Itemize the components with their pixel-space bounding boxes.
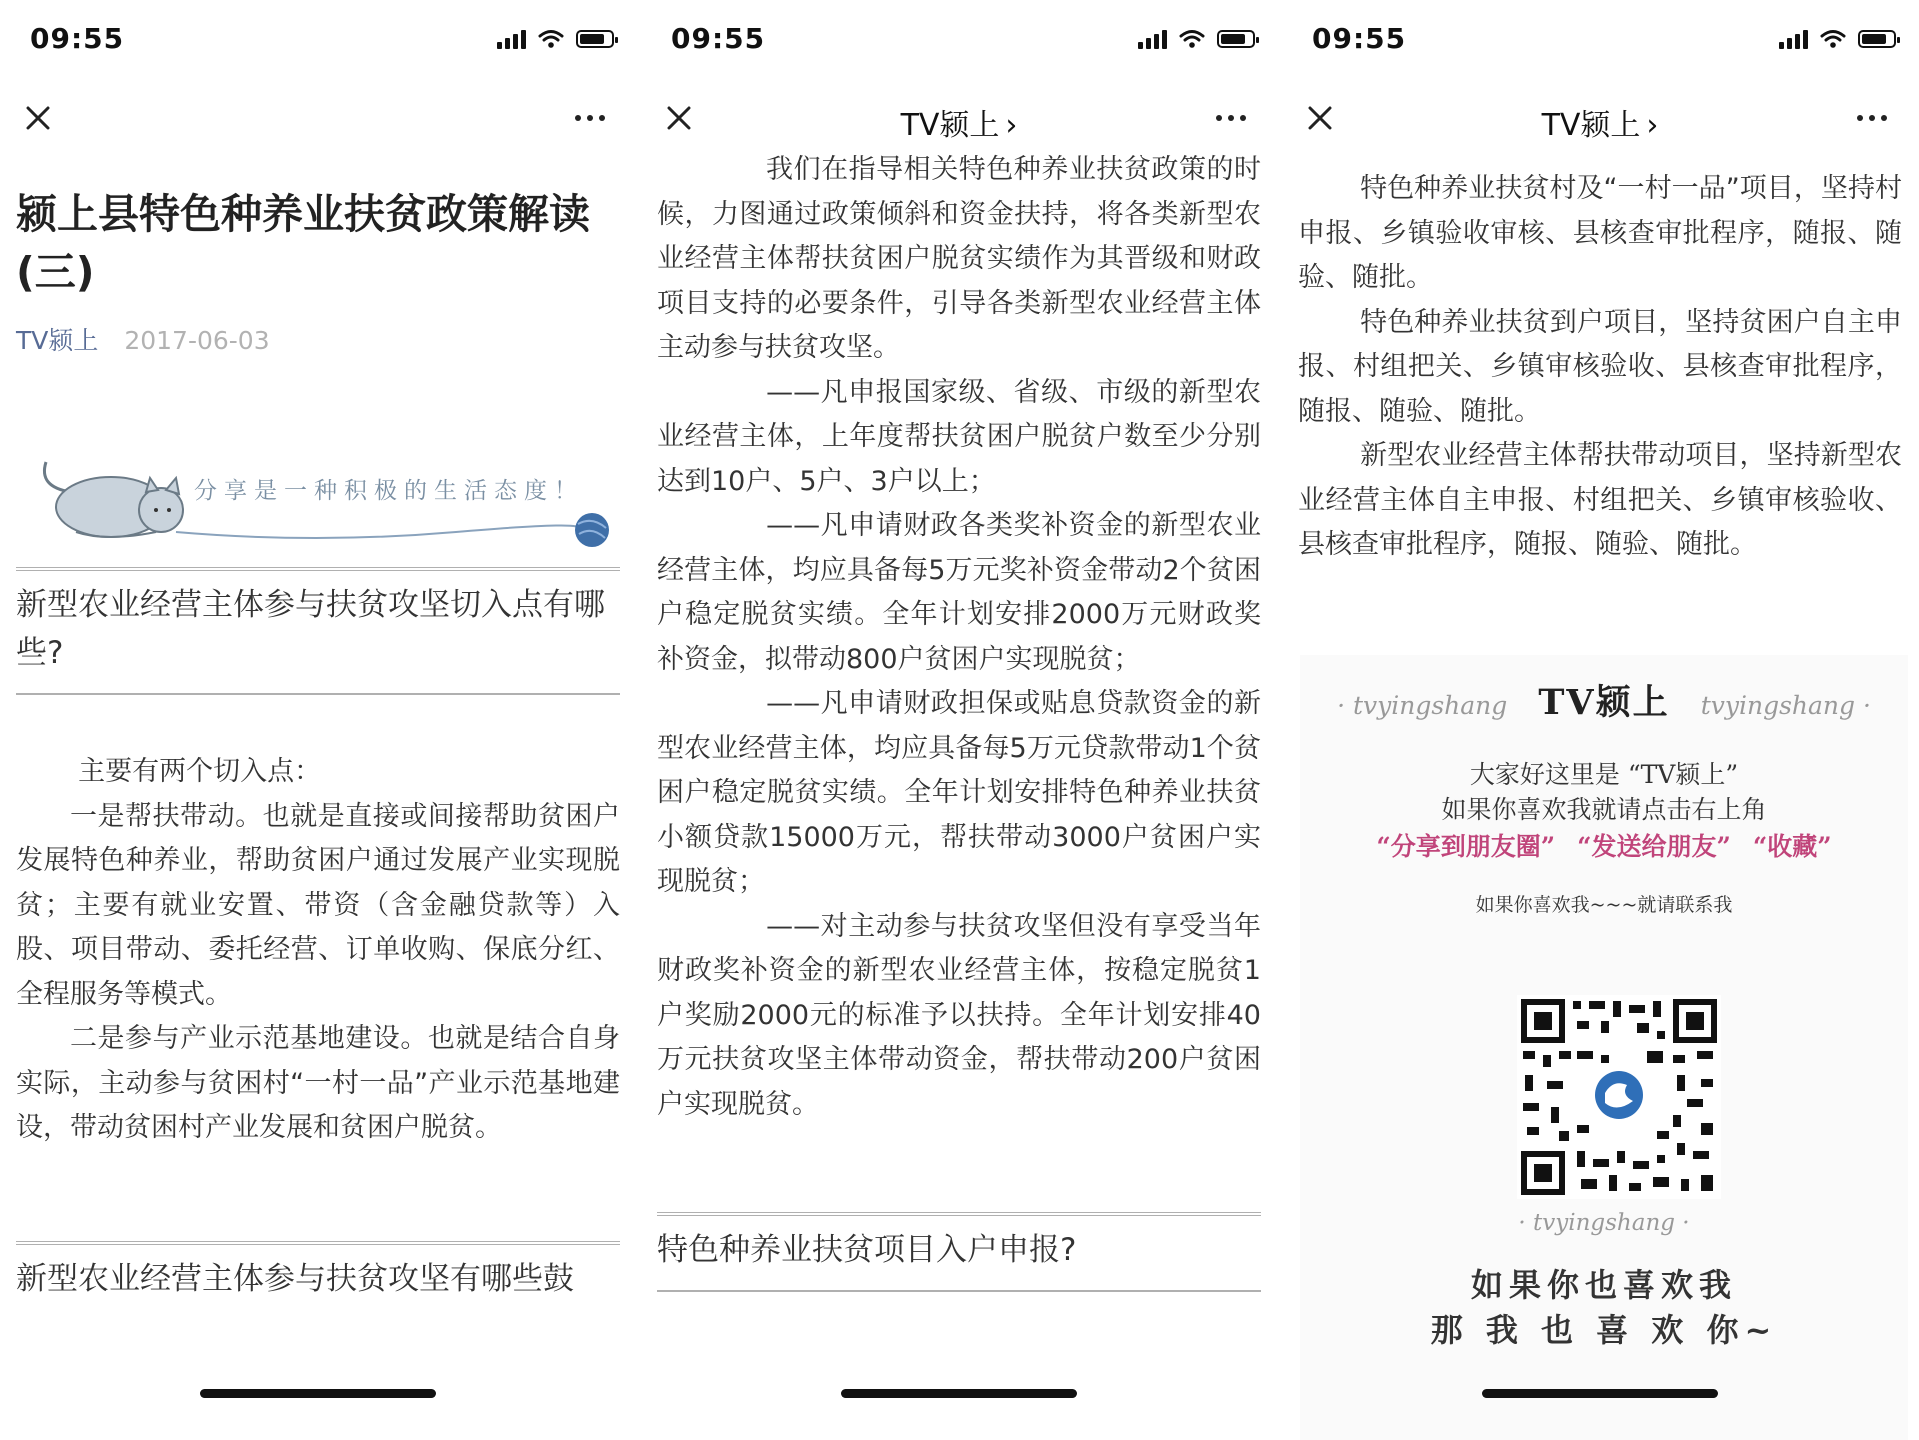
paragraph: 新型农业经营主体帮扶带动项目，坚持新型农业经营主体自主申报、村组把关、乡镇审核验收、县核查审批程序，随报、随验、随批。 [1298, 440, 1902, 560]
article-body [1298, 167, 1902, 568]
signal-icon [1138, 29, 1167, 49]
account-title-link[interactable] [641, 100, 1277, 144]
paragraph: ——对主动参与扶贫攻坚但没有享受当年财政奖补资金的新型农业经营主体，按稳定脱贫1户奖励2000元的标准予以扶持。全年计划安排40万元扶贫攻坚主体带动资金，帮扶带动200户贫困户实现脱贫。 [657, 910, 1261, 1120]
chevron-right-icon: › [1646, 108, 1659, 143]
status-bar [641, 0, 1277, 80]
follow-promo-card [1300, 655, 1908, 1440]
home-indicator [200, 1389, 436, 1398]
qr-code [1517, 995, 1721, 1199]
signal-icon [497, 29, 526, 49]
article-body [657, 148, 1261, 1127]
share-moments-label: “分享到朋友圈” [1376, 832, 1556, 861]
home-indicator [841, 1389, 1077, 1398]
paragraph: 我们在指导相关特色种养业扶贫政策的时候，力图通过政策倾斜和资金扶持，将各类新型农业经营主体帮扶贫困户脱贫实绩作为其晋级和财政项目支持的必要条件，引导各类新型农业经营主体主动参与扶贫攻坚。 [657, 154, 1261, 363]
paragraph: ——凡申请财政担保或贴息贷款资金的新型农业经营主体，均应具备每5万元贷款带动1个贫困户稳定脱贫实绩。全年计划安排特色种养业扶贫小额贷款15000万元，帮扶带动3000户贫困户实现脱贫； [657, 688, 1261, 897]
battery-icon [576, 30, 614, 48]
promo-title: TV颍上 [1538, 682, 1670, 723]
promo-line: 如果你喜欢我~~~就请联系我 [1475, 894, 1733, 916]
article-meta [16, 321, 620, 357]
close-icon [16, 96, 60, 140]
article-panel-3 [1282, 0, 1918, 1440]
status-time: 09:55 [30, 22, 125, 55]
wifi-icon [1179, 29, 1205, 49]
wifi-icon [538, 29, 564, 49]
promo-line: 如果你喜欢我就请点击右上角 [1441, 795, 1767, 824]
paragraph: 特色种养业扶贫到户项目，坚持贫困户自主申报、村组把关、乡镇审核验收、县核查审批程序，随报、随验、随批。 [1298, 306, 1902, 427]
article-panel-1 [0, 0, 636, 1440]
paragraph: 一是帮扶带动。也就是直接或间接帮助贫困户发展特色种养业，帮助贫困户通过发展产业实现脱贫；主要有就业安置、带资（含金融贷款等）入股、项目带动、委托经营、订单收购、保底分红、全程服务等模式。 [16, 800, 620, 1010]
account-name: TV颍上 [900, 108, 1000, 143]
paragraph: 二是参与产业示范基地建设。也就是结合自身实际，主动参与贫困村“一村一品”产业示范基地建设，带动贫困村产业发展和贫困户脱贫。 [16, 1023, 620, 1143]
article-title: 颍上县特色种养业扶贫政策解读(三) [16, 190, 590, 296]
more-button[interactable] [1844, 96, 1900, 140]
promo-script: · tvyingshang · [1518, 1210, 1690, 1236]
article-panel-2 [641, 0, 1277, 1440]
status-bar [0, 0, 636, 80]
home-indicator [1482, 1389, 1718, 1398]
paragraph: 主要有两个切入点： [78, 756, 322, 787]
promo-line: 如果你也喜欢我 [1470, 1266, 1737, 1304]
banner-text: 分享是一种积极的生活态度！ [194, 478, 584, 504]
status-time: 09:55 [671, 22, 766, 55]
promo-header [1300, 675, 1908, 725]
nav-bar [641, 80, 1277, 155]
promo-line: 那 我 也 喜 欢 你~ [1430, 1311, 1778, 1349]
chevron-right-icon: › [1005, 108, 1018, 143]
battery-icon [1858, 30, 1896, 48]
promo-line: 大家好这里是 “TV颍上” [1469, 760, 1739, 789]
paragraph: 特色种养业扶贫村及“一村一品”项目，坚持村申报、乡镇验收审核、县核查审批程序，随报、随验、随批。 [1298, 173, 1902, 293]
battery-icon [1217, 30, 1255, 48]
section-heading: 特色种养业扶贫项目入户申报? [657, 1212, 1261, 1292]
promo-script: · tvyingshang [1337, 691, 1508, 720]
more-button[interactable] [1203, 96, 1259, 140]
account-name: TV颍上 [1541, 108, 1641, 143]
promo-actions [1300, 827, 1908, 863]
send-friend-label: “发送给朋友” [1577, 832, 1731, 861]
author-link[interactable]: TV颍上 [16, 326, 99, 355]
publish-date: 2017-06-03 [124, 326, 270, 355]
share-banner [16, 432, 616, 562]
wifi-icon [1820, 29, 1846, 49]
account-title-link[interactable] [1282, 100, 1918, 144]
favorite-label: “收藏” [1752, 832, 1832, 861]
section-heading: 新型农业经营主体参与扶贫攻坚有哪些鼓 [16, 1241, 620, 1319]
paragraph: ——凡申请财政各类奖补资金的新型农业经营主体，均应具备每5万元奖补资金带动2个贫困户稳定脱贫实绩。全年计划安排2000万元财政奖补资金，拟带动800户贫困户实现脱贫； [657, 510, 1261, 675]
status-bar [1282, 0, 1918, 80]
signal-icon [1779, 29, 1808, 49]
nav-bar [0, 80, 636, 155]
close-button[interactable] [16, 96, 60, 140]
nav-bar [1282, 80, 1918, 155]
article-body [16, 750, 620, 1151]
paragraph: ——凡申报国家级、省级、市级的新型农业经营主体，上年度帮扶贫困户脱贫户数至少分别达到10户、5户、3户以上； [657, 376, 1261, 497]
promo-script: tvyingshang · [1700, 691, 1871, 720]
status-time: 09:55 [1312, 22, 1407, 55]
more-button[interactable] [562, 96, 618, 140]
section-heading: 新型农业经营主体参与扶贫攻坚切入点有哪些? [16, 567, 620, 695]
